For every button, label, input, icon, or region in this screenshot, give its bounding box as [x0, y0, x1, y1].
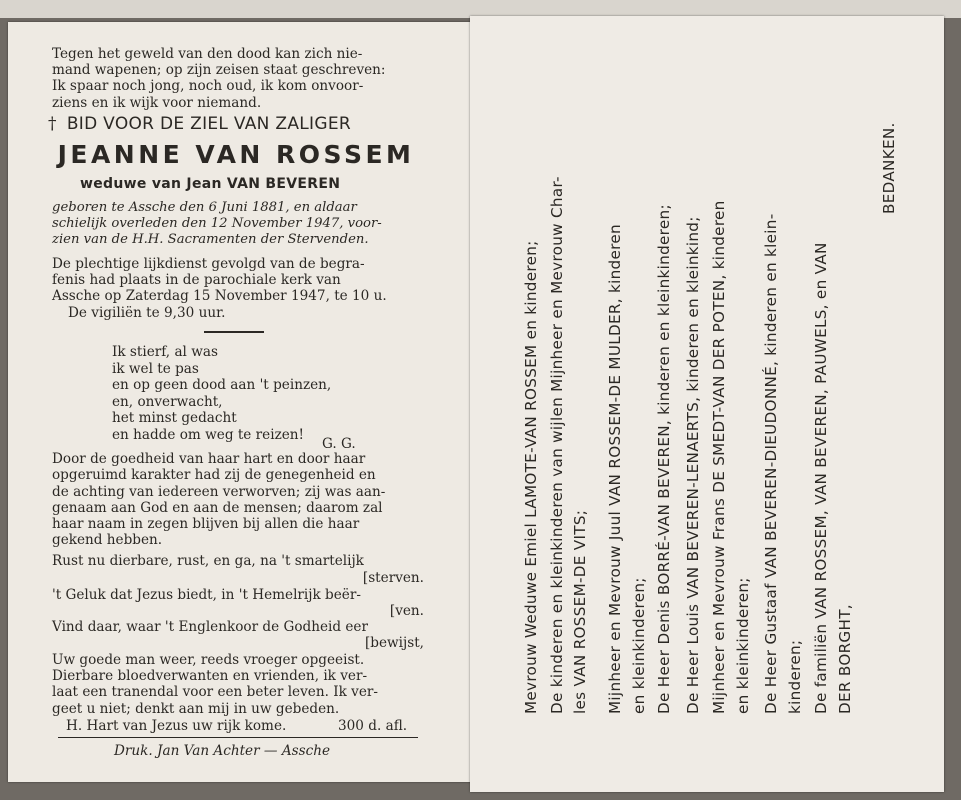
goodness-line: de achting van iedereen verworven; zij was aan-	[52, 483, 386, 500]
poem-line: en hadde om weg te reizen!	[112, 426, 304, 443]
footer-divider	[58, 737, 418, 738]
opening-line: mand wapenen; op zijn zeisen staat geschreven:	[52, 62, 386, 79]
rest-line: Rust nu dierbare, rust, en ga, na 't smartelijk	[52, 553, 364, 569]
relatives-line: geet u niet; denkt aan mij in uw gebeden.	[52, 700, 340, 717]
birth-death-text	[52, 200, 420, 248]
goodness-line: haar naam in zegen blijven bij allen die haar	[52, 516, 360, 533]
goodness-text	[52, 451, 424, 549]
family-line: Mevrouw Weduwe Emiel LAMOTE-VAN ROSSEM en kinderen;	[522, 240, 540, 714]
family-line: Mijnheer en Mevrouw Frans DE SMEDT-VAN DER POTEN, kinderen	[710, 200, 728, 714]
rest-line: Vind daar, waar 't Englenkoor de Godheid eer	[52, 619, 368, 635]
printer-credit: Druk. Jan Van Achter — Assche	[114, 743, 331, 759]
family-line: De Heer Denis BORRÉ-VAN BEVEREN, kinderen en kleinkinderen;	[655, 204, 673, 714]
prayer-text: BID VOOR DE ZIEL VAN ZALIGER	[66, 114, 351, 134]
goodness-line: Door de goedheid van haar hart en door haar	[52, 451, 366, 467]
cross-icon: †	[48, 114, 57, 134]
deceased-name: JEANNE VAN ROSSEM	[57, 140, 415, 169]
poem-line: Ik stierf, al was	[112, 344, 218, 360]
family-line: les VAN ROSSEM-DE VITS;	[571, 509, 589, 714]
poem-line: ik wel te pas	[112, 360, 199, 377]
relatives-line: Dierbare bloedverwanten en vrienden, ik ver-	[52, 668, 368, 684]
poem-signature: G. G.	[322, 436, 356, 452]
goodness-line: opgeruimd karakter had zij de genegenheid en	[52, 467, 376, 484]
relatives-line: laat een tranendal voor een beter leven. Ik ver-	[52, 684, 378, 701]
heart-prayer: H. Hart van Jezus uw rijk kome.	[66, 718, 287, 734]
indulgence: 300 d. afl.	[338, 718, 408, 734]
poem-line: en, onverwacht,	[112, 393, 223, 410]
widow-of: weduwe van Jean VAN BEVEREN	[80, 176, 341, 192]
family-line: DER BORGHT,	[836, 604, 854, 714]
rest-line: [ven.	[389, 603, 424, 619]
funeral-line: De plechtige lijkdienst gevolgd van de begra-	[52, 256, 365, 272]
born-line: schielijk overleden den 12 November 1947, voor-	[52, 216, 382, 231]
family-line: en kleinkinderen;	[734, 577, 752, 714]
family-line: De Heer Louis VAN BEVEREN-LENAERTS, kinderen en kleinkind;	[684, 216, 702, 714]
opening-line: ziens en ik wijk voor niemand.	[52, 94, 262, 111]
funeral-text	[52, 256, 420, 305]
rest-line: Uw goede man weer, reeds vroeger opgeeist.	[52, 652, 365, 668]
relatives-text	[52, 668, 424, 717]
poem	[112, 344, 331, 443]
family-line: De Heer Gustaaf VAN BEVEREN-DIEUDONNÉ, kinderen en klein-	[762, 213, 780, 714]
poem-line: en op geen dood aan 't peinzen,	[112, 377, 332, 393]
family-list	[470, 16, 944, 792]
rest-line: 't Geluk dat Jezus biedt, in 't Hemelrijk beër-	[52, 587, 361, 603]
opening-line: Tegen het geweld van den dood kan zich nie-	[52, 46, 363, 62]
rest-line: [sterven.	[362, 570, 424, 586]
right-page	[470, 16, 944, 792]
born-line: zien van de H.H. Sacramenten der Stervenden.	[52, 232, 369, 247]
family-line: Mijnheer en Mevrouw Juul VAN ROSSEM-DE MULDER, kinderen	[606, 224, 624, 714]
funeral-line: Assche op Zaterdag 15 November 1947, te 10 u.	[52, 288, 387, 305]
family-line: kinderen;	[786, 639, 804, 714]
family-line: De kinderen en kleinkinderen van wijlen Mijnheer en Mevrouw Char-	[548, 176, 566, 714]
poem-line: het minst gedacht	[112, 410, 237, 426]
funeral-line: fenis had plaats in de parochiale kerk van	[52, 272, 341, 289]
thanks-text: BEDANKEN.	[880, 122, 898, 214]
family-line: en kleinkinderen;	[630, 577, 648, 714]
goodness-line: gekend hebben.	[52, 532, 163, 549]
born-line: geboren te Assche den 6 Juni 1881, en aldaar	[52, 200, 357, 215]
divider	[204, 331, 264, 333]
family-line: De familiën VAN ROSSEM, VAN BEVEREN, PAUWELS, en VAN	[812, 242, 830, 714]
rest-line: [bewijst,	[364, 635, 424, 651]
vigil-text: De vigiliën te 9,30 uur.	[68, 305, 226, 321]
opening-text	[52, 46, 420, 111]
goodness-line: genaam aan God en aan de mensen; daarom zal	[52, 499, 383, 516]
opening-line: Ik spaar noch jong, noch oud, ik kom onvoor-	[52, 78, 364, 95]
prayer-heading	[48, 114, 428, 134]
